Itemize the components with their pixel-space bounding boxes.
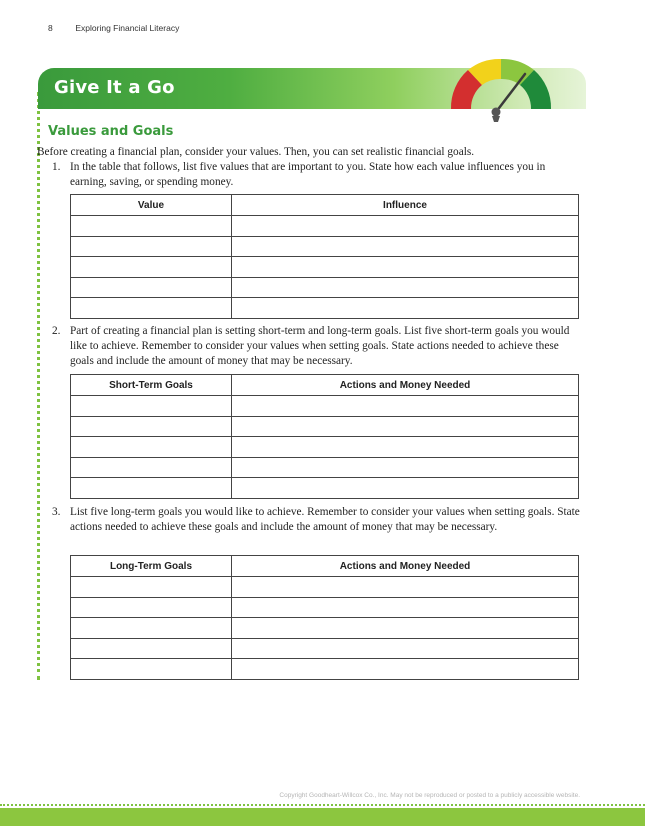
question-number: 1. [52, 161, 61, 173]
long-term-goals-table [70, 555, 579, 680]
table-cell[interactable] [232, 659, 579, 680]
table-cell[interactable] [71, 618, 232, 639]
gauge-icon [446, 54, 556, 124]
table-cell[interactable] [71, 478, 232, 499]
table-cell[interactable] [232, 618, 579, 639]
table-cell[interactable] [71, 236, 232, 257]
table-row [71, 618, 579, 639]
column-header-actions-money: Actions and Money Needed [232, 375, 579, 396]
table-row [71, 416, 579, 437]
table-cell[interactable] [232, 437, 579, 458]
column-header-short-term-goals: Short-Term Goals [71, 375, 232, 396]
table-row [71, 236, 579, 257]
book-title: Exploring Financial Literacy [75, 23, 180, 33]
column-header-influence: Influence [232, 195, 579, 216]
table-cell[interactable] [71, 277, 232, 298]
question-2 [52, 324, 582, 369]
short-term-goals-table [70, 374, 579, 499]
table-cell[interactable] [71, 298, 232, 319]
table-row [71, 277, 579, 298]
table-row [71, 216, 579, 237]
table-row [71, 478, 579, 499]
question-number: 2. [52, 325, 61, 337]
table-cell[interactable] [71, 457, 232, 478]
table-cell[interactable] [232, 236, 579, 257]
table-cell[interactable] [232, 216, 579, 237]
table-cell[interactable] [71, 216, 232, 237]
table-cell[interactable] [71, 638, 232, 659]
question-text: List five long-term goals you would like to achieve. Remember to consider your values when setting goals. State actions needed to achieve these goals and include the amount of money that may be necessary. [70, 506, 580, 533]
column-header-value: Value [71, 195, 232, 216]
column-header-long-term-goals: Long-Term Goals [71, 556, 232, 577]
table-cell[interactable] [71, 659, 232, 680]
running-head [48, 23, 179, 33]
footer-dotted-rule [0, 804, 645, 806]
section-title: Values and Goals [48, 124, 174, 139]
table-cell[interactable] [232, 597, 579, 618]
table-row [71, 638, 579, 659]
column-header-actions-money: Actions and Money Needed [232, 556, 579, 577]
table-row [71, 298, 579, 319]
table-row [71, 257, 579, 278]
table-cell[interactable] [232, 416, 579, 437]
table-row [71, 577, 579, 598]
table-cell[interactable] [232, 298, 579, 319]
table-cell[interactable] [71, 597, 232, 618]
table-cell[interactable] [71, 437, 232, 458]
table-cell[interactable] [232, 577, 579, 598]
table-cell[interactable] [71, 396, 232, 417]
question-text: In the table that follows, list five values that are important to you. State how each value influences you in earning, saving, or spending money. [70, 161, 546, 188]
table-row [71, 597, 579, 618]
table-cell[interactable] [232, 257, 579, 278]
table-row [71, 396, 579, 417]
question-1 [52, 160, 582, 190]
table-cell[interactable] [232, 638, 579, 659]
copyright-notice: Copyright Goodheart-Willcox Co., Inc. May not be reproduced or posted to a publicly accessible website. [279, 792, 580, 799]
question-number: 3. [52, 506, 61, 518]
footer-bar [0, 808, 645, 826]
question-3 [52, 505, 582, 535]
page-number: 8 [48, 23, 53, 33]
values-table [70, 194, 579, 319]
table-cell[interactable] [71, 577, 232, 598]
banner-title: Give It a Go [54, 77, 175, 98]
table-cell[interactable] [232, 396, 579, 417]
table-cell[interactable] [232, 277, 579, 298]
table-row [71, 659, 579, 680]
table-row [71, 457, 579, 478]
table-cell[interactable] [71, 416, 232, 437]
table-cell[interactable] [232, 478, 579, 499]
table-cell[interactable] [232, 457, 579, 478]
left-dotted-rule [37, 92, 40, 680]
table-cell[interactable] [71, 257, 232, 278]
intro-paragraph: Before creating a financial plan, consider your values. Then, you can set realistic financial goals. [37, 146, 475, 158]
table-row [71, 437, 579, 458]
question-text: Part of creating a financial plan is setting short-term and long-term goals. List five short-term goals you would like to achieve. Remember to consider your values when setting goals. State actions needed to achieve these goals and include the amount of money that may be necessary. [70, 325, 570, 367]
